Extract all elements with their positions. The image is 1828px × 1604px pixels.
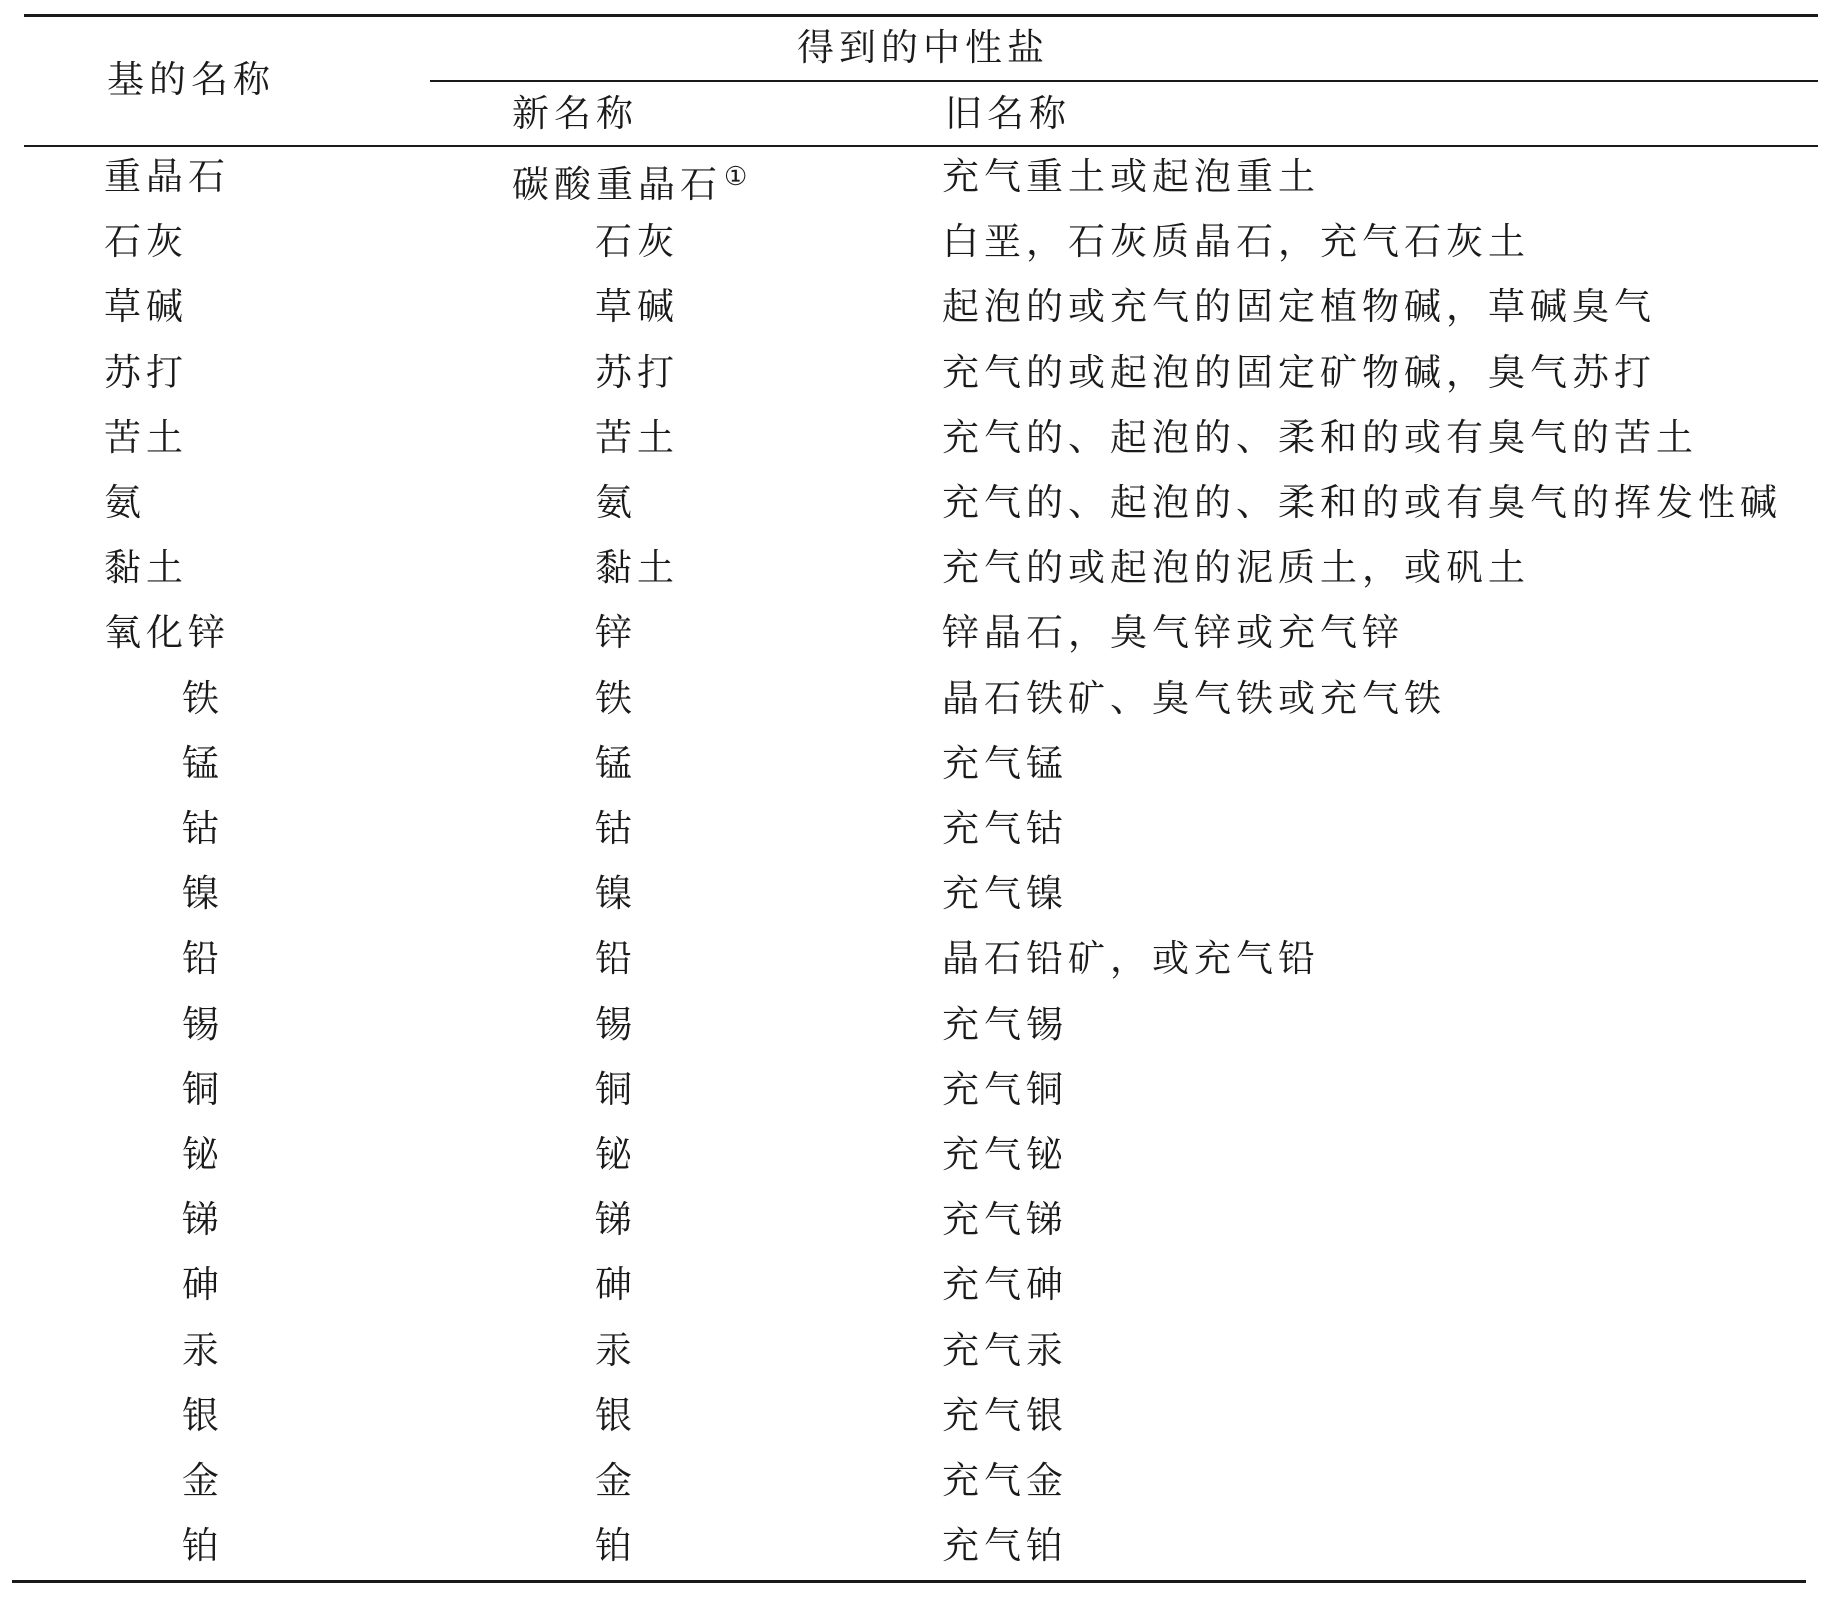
table-row — [0, 157, 1828, 222]
cell-new-name-text: 银 — [595, 1394, 637, 1437]
cell-base-name: 锑 — [182, 1198, 224, 1241]
cell-new-name-text: 碳酸重晶石 — [512, 163, 722, 206]
cell-new-name — [595, 1331, 637, 1371]
cell-new-name-text: 金 — [595, 1459, 637, 1502]
cell-base-name: 铅 — [182, 937, 224, 980]
cell-old-name: 充气锑 — [942, 1198, 1068, 1241]
cell-new-name-text: 草碱 — [595, 285, 679, 328]
table-row — [0, 1005, 1828, 1070]
cell-old-name: 充气的或起泡的泥质土，或矾土 — [942, 546, 1530, 589]
table-row — [0, 548, 1828, 613]
table-row — [0, 1135, 1828, 1200]
cell-base-name: 氨 — [104, 481, 146, 524]
cell-new-name — [512, 157, 747, 205]
cell-new-name-text: 钴 — [595, 807, 637, 850]
table-row — [0, 744, 1828, 809]
cell-old-name: 锌晶石，臭气锌或充气锌 — [942, 611, 1404, 654]
table-row — [0, 418, 1828, 483]
cell-base-name: 草碱 — [104, 285, 188, 328]
cell-base-name: 镍 — [182, 872, 224, 915]
cell-new-name — [595, 483, 637, 523]
cell-new-name — [595, 744, 637, 784]
cell-new-name-text: 汞 — [595, 1329, 637, 1372]
table-row — [0, 1331, 1828, 1396]
cell-old-name: 充气锡 — [942, 1003, 1068, 1046]
table-row — [0, 1526, 1828, 1591]
cell-new-name — [595, 418, 679, 458]
cell-new-name-text: 锌 — [595, 611, 637, 654]
cell-old-name: 充气重土或起泡重土 — [942, 155, 1320, 198]
cell-new-name — [595, 1005, 637, 1045]
cell-base-name: 银 — [182, 1394, 224, 1437]
table-row — [0, 287, 1828, 352]
cell-new-name-text: 石灰 — [595, 220, 679, 263]
cell-base-name: 铜 — [182, 1068, 224, 1111]
header-group-title: 得到的中性盐 — [797, 26, 1049, 69]
cell-old-name: 充气的、起泡的、柔和的或有臭气的苦土 — [942, 416, 1698, 459]
table-row — [0, 222, 1828, 287]
table-row — [0, 1461, 1828, 1526]
cell-new-name — [595, 679, 637, 719]
cell-base-name: 锰 — [182, 742, 224, 785]
cell-new-name — [595, 809, 637, 849]
cell-new-name — [595, 1070, 637, 1110]
cell-old-name: 充气的、起泡的、柔和的或有臭气的挥发性碱 — [942, 481, 1782, 524]
table-row — [0, 1396, 1828, 1461]
cell-base-name: 氧化锌 — [104, 611, 230, 654]
table-row — [0, 1070, 1828, 1135]
cell-base-name: 黏土 — [104, 546, 188, 589]
cell-old-name: 晶石铁矿、臭气铁或充气铁 — [942, 677, 1446, 720]
cell-new-name-text: 铋 — [595, 1133, 637, 1176]
cell-old-name: 充气的或起泡的固定矿物碱，臭气苏打 — [942, 351, 1656, 394]
cell-old-name: 充气铋 — [942, 1133, 1068, 1176]
cell-base-name: 重晶石 — [104, 155, 230, 198]
cell-new-name-text: 铂 — [595, 1524, 637, 1567]
cell-new-name-text: 砷 — [595, 1263, 637, 1306]
table-row — [0, 679, 1828, 744]
cell-base-name: 铂 — [182, 1524, 224, 1567]
table-row — [0, 1200, 1828, 1265]
table-row — [0, 1265, 1828, 1330]
header-bottom-rule — [24, 145, 1818, 147]
footnote-marker: ① — [724, 162, 748, 192]
cell-old-name: 充气铂 — [942, 1524, 1068, 1567]
cell-base-name: 金 — [182, 1459, 224, 1502]
cell-old-name: 充气金 — [942, 1459, 1068, 1502]
cell-base-name: 苦土 — [104, 416, 188, 459]
cell-old-name: 充气锰 — [942, 742, 1068, 785]
table-row — [0, 874, 1828, 939]
cell-new-name — [595, 1526, 637, 1566]
cell-new-name-text: 锰 — [595, 742, 637, 785]
cell-new-name-text: 锡 — [595, 1003, 637, 1046]
cell-new-name-text: 苦土 — [595, 416, 679, 459]
group-header-rule — [430, 80, 1818, 82]
header-base-name: 基的名称 — [107, 58, 275, 101]
cell-new-name-text: 铜 — [595, 1068, 637, 1111]
cell-new-name-text: 氨 — [595, 481, 637, 524]
cell-old-name: 充气铜 — [942, 1068, 1068, 1111]
cell-old-name: 充气砷 — [942, 1263, 1068, 1306]
cell-new-name — [595, 222, 679, 262]
cell-base-name: 铁 — [182, 677, 224, 720]
cell-new-name — [595, 548, 679, 588]
cell-base-name: 钴 — [182, 807, 224, 850]
cell-new-name-text: 铅 — [595, 937, 637, 980]
cell-new-name — [595, 874, 637, 914]
header-old-name: 旧名称 — [945, 92, 1071, 135]
header-new-name: 新名称 — [512, 92, 638, 135]
cell-new-name — [595, 1461, 637, 1501]
table-row — [0, 939, 1828, 1004]
cell-old-name: 白垩，石灰质晶石，充气石灰土 — [942, 220, 1530, 263]
cell-new-name — [595, 287, 679, 327]
table-row — [0, 353, 1828, 418]
cell-base-name: 汞 — [182, 1329, 224, 1372]
cell-new-name-text: 苏打 — [595, 351, 679, 394]
cell-new-name — [595, 939, 637, 979]
cell-base-name: 锡 — [182, 1003, 224, 1046]
cell-base-name: 砷 — [182, 1263, 224, 1306]
table-top-rule — [24, 14, 1818, 17]
cell-new-name — [595, 613, 637, 653]
cell-new-name-text: 锑 — [595, 1198, 637, 1241]
cell-old-name: 充气银 — [942, 1394, 1068, 1437]
cell-new-name — [595, 1396, 637, 1436]
cell-old-name: 充气汞 — [942, 1329, 1068, 1372]
cell-new-name-text: 镍 — [595, 872, 637, 915]
cell-base-name: 石灰 — [104, 220, 188, 263]
cell-new-name-text: 黏土 — [595, 546, 679, 589]
cell-old-name: 充气钴 — [942, 807, 1068, 850]
cell-new-name — [595, 1200, 637, 1240]
table-row — [0, 613, 1828, 678]
cell-base-name: 苏打 — [104, 351, 188, 394]
table-row — [0, 483, 1828, 548]
cell-new-name-text: 铁 — [595, 677, 637, 720]
cell-new-name — [595, 353, 679, 393]
cell-new-name — [595, 1135, 637, 1175]
cell-base-name: 铋 — [182, 1133, 224, 1176]
cell-old-name: 充气镍 — [942, 872, 1068, 915]
cell-old-name: 晶石铅矿，或充气铅 — [942, 937, 1320, 980]
cell-new-name — [595, 1265, 637, 1305]
cell-old-name: 起泡的或充气的固定植物碱，草碱臭气 — [942, 285, 1656, 328]
table-row — [0, 809, 1828, 874]
